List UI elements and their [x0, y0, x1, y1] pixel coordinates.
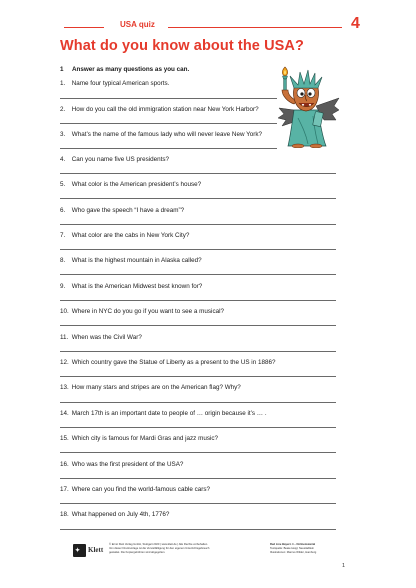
- publisher-logo-text: Klett: [88, 546, 104, 554]
- unit-number: 4: [351, 15, 360, 32]
- question-text: How do you call the old immigration station near New York Harbor?: [71, 106, 259, 113]
- question: [60, 435, 218, 442]
- question: [60, 410, 267, 417]
- page-title: What do you know about the USA?: [60, 38, 304, 54]
- question-text: Which country gave the Statue of Liberty as a present to the US in 1886?: [71, 359, 276, 366]
- answer-line[interactable]: [60, 376, 336, 377]
- question-number: 14.: [60, 410, 69, 417]
- source-credits: Red Line Bayern 4 – Onlinematerial Textquelle: Beate Heigl, Neustädtlein Illustrationen: Marcus Wilder, Hamburg: [270, 543, 317, 554]
- question-number: 1.: [60, 80, 66, 87]
- header-rule-left: [64, 27, 104, 28]
- question-text: What color is the American president’s house?: [71, 181, 202, 188]
- header-rule-right: [168, 27, 342, 28]
- question-number: 18.: [60, 511, 69, 518]
- question: [60, 486, 210, 493]
- question-text: What is the highest mountain in Alaska called?: [71, 257, 202, 264]
- publisher-logo-icon: ✦: [73, 544, 86, 557]
- question-number: 17.: [60, 486, 69, 493]
- header-tag: USA quiz: [120, 20, 155, 29]
- answer-line[interactable]: [60, 98, 277, 99]
- question-text: Which city is famous for Mardi Gras and jazz music?: [71, 435, 219, 442]
- answer-line[interactable]: [60, 402, 336, 403]
- task-number: 1: [60, 66, 64, 73]
- answer-line[interactable]: [60, 300, 336, 301]
- answer-line[interactable]: [60, 224, 336, 225]
- answer-line[interactable]: [60, 478, 336, 479]
- answer-line[interactable]: [60, 529, 336, 530]
- answer-line[interactable]: [60, 325, 336, 326]
- answer-line[interactable]: [60, 198, 336, 199]
- question: [60, 334, 142, 341]
- question-number: 15.: [60, 435, 69, 442]
- question-number: 8.: [60, 257, 66, 264]
- question-text: How many stars and stripes are on the American flag? Why?: [71, 384, 241, 391]
- question-text: Where can you find the world-famous cable cars?: [71, 486, 210, 493]
- question: [60, 384, 241, 391]
- question-text: Can you name five US presidents?: [71, 156, 170, 163]
- question-text: What is the American Midwest best known for?: [71, 283, 203, 290]
- question-number: 2.: [60, 106, 66, 113]
- question-text: What color are the cabs in New York City?: [71, 232, 190, 239]
- question: [60, 308, 224, 315]
- question-number: 12.: [60, 359, 69, 366]
- answer-line[interactable]: [60, 148, 277, 149]
- question-number: 3.: [60, 131, 66, 138]
- question-number: 9.: [60, 283, 66, 290]
- question: [60, 207, 184, 214]
- question-text: What’s the name of the famous lady who will never leave New York?: [71, 131, 263, 138]
- answer-line[interactable]: [60, 249, 336, 250]
- question-text: When was the Civil War?: [71, 334, 142, 341]
- question-number: 6.: [60, 207, 66, 214]
- question-number: 13.: [60, 384, 69, 391]
- page-number: 1: [342, 563, 346, 569]
- answer-line[interactable]: [60, 274, 336, 275]
- question-number: 7.: [60, 232, 66, 239]
- question-number: 10.: [60, 308, 69, 315]
- question-text: Who was the first president of the USA?: [71, 461, 184, 468]
- question: [60, 283, 202, 290]
- question-text: What happened on July 4th, 1776?: [71, 511, 170, 518]
- question: [60, 461, 183, 468]
- statue-of-liberty-monster-icon: [276, 64, 340, 148]
- question-number: 11.: [60, 334, 69, 341]
- question: [60, 181, 201, 188]
- question-number: 16.: [60, 461, 69, 468]
- answer-line[interactable]: [60, 173, 336, 174]
- question: [60, 257, 202, 264]
- question: [60, 156, 169, 163]
- question-text: Where in NYC do you go if you want to see a musical?: [71, 308, 225, 315]
- question-text: March 17th is an important date to people of … origin because it’s … .: [71, 410, 267, 417]
- question: [60, 359, 275, 366]
- question-text: Name four typical American sports.: [71, 80, 170, 87]
- answer-line[interactable]: [60, 452, 336, 453]
- question-number: 5.: [60, 181, 66, 188]
- question: [60, 106, 259, 113]
- question-text: Who gave the speech “I have a dream”?: [71, 207, 185, 214]
- task-text: Answer as many questions as you can.: [72, 66, 190, 73]
- question: [60, 131, 262, 138]
- answer-line[interactable]: [60, 123, 277, 124]
- question: [60, 80, 169, 87]
- task-instruction: [60, 66, 189, 73]
- question-number: 4.: [60, 156, 66, 163]
- answer-line[interactable]: [60, 351, 336, 352]
- answer-line[interactable]: [60, 427, 336, 428]
- question: [60, 232, 189, 239]
- copyright-notice: © Ernst Klett Verlag GmbH, Stuttgart 2020 | www.klett.de | Alle Rechte vorbehalten. Von dieser Druckvorlage ist die Vervielfältigung für den eigenen Unterrichtsgebrauch gestattet. Die Kopiergebühren sind abgegolten.: [109, 543, 210, 554]
- answer-line[interactable]: [60, 503, 336, 504]
- question: [60, 511, 169, 518]
